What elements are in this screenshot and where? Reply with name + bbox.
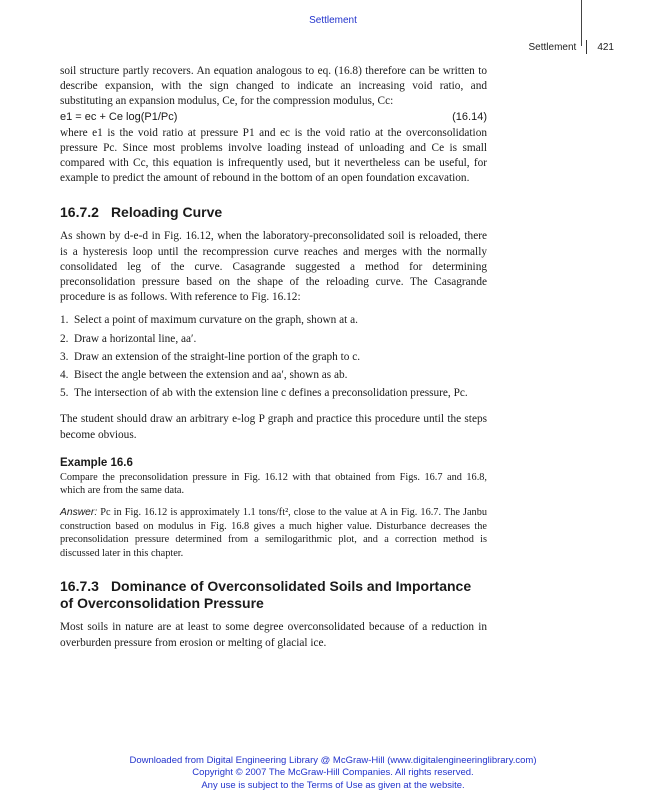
running-head [529,40,615,54]
running-head-section: Settlement [528,41,577,53]
example-question: Compare the preconsolidation pressure in Fig. 16.12 with that obtained from Figs. 16.7 and 16.8, which are from the same data. [60,471,487,497]
paragraph-5: Most soils in nature are at least to some degree overconsolidated because of a reduction in overburden pressure from erosion or melting of glacial ice. [60,621,487,649]
section-heading-16-7-2 [60,204,487,221]
list-item: 5. The intersection of ab with the extension line c defines a preconsolidation pressure, Pc. [60,387,468,400]
list-item: 4. Bisect the angle between the extension and aa′, shown as ab. [60,369,348,382]
example-answer [60,506,487,560]
answer-text: Pc in Fig. 16.12 is approximately 1.1 tons/ft², close to the value at A in Fig. 16.7. The Janbu construction based on modulus in Fig. 16.8 gives a much higher value. Disturbance decreases the preconsolidation pressure determined from a semilogarithmic plot, and a correction method is discussed later in this chapter. [60,507,488,559]
page-number: 421 [597,41,614,53]
equation-number: (16.14) [452,110,487,123]
procedure-steps [60,313,487,401]
list-item: 3. Draw an extension of the straight-line portion of the graph to c. [60,350,361,363]
section-title: Dominance of Overconsolidated Soils and Importance of Overconsolidation Pressure [60,578,472,612]
footer-terms-link[interactable]: Any use is subject to the Terms of Use as given at the website. [201,779,465,791]
footer-copyright: Copyright © 2007 The McGraw-Hill Companies. All rights reserved. [192,767,474,779]
equation-text: e1 = ec + Ce log(P1/Pc) [60,110,178,123]
footer [0,755,666,792]
section-number: 16.7.2 [60,204,99,221]
page-body [60,64,487,651]
section-heading-16-7-3 [60,578,487,612]
running-head-divider [586,40,587,54]
paragraph-2: where e1 is the void ratio at pressure P1 and ec is the void ratio at the overconsolidation pressure Pc. Since most problems involve loading instead of unloading and Ce is small compared with Cc, this equation is infrequently used, but it nevertheless can be useful, for example to predict the amount of rebound in the bottom of an open foundation excavation. [60,126,487,185]
footer-download-link[interactable]: Downloaded from Digital Engineering Library @ McGraw-Hill (www.digitalengineeringlibrary.com) [129,755,537,766]
list-item: 2. Draw a horizontal line, aa′. [60,332,197,345]
top-settlement-link[interactable]: Settlement [309,15,357,26]
paragraph-1: soil structure partly recovers. An equation analogous to eq. (16.8) therefore can be written to describe expansion, with the sign changed to indicate an increasing void ratio, and substituting an expansion modulus, Ce, for the compression modulus, Cc: [60,65,487,108]
example-title: Example 16.6 [60,456,133,469]
section-number: 16.7.3 [60,578,99,595]
section-title: Reloading Curve [110,204,223,221]
paragraph-3: As shown by d-e-d in Fig. 16.12, when the laboratory-preconsolidated soil is reloaded, there is a hysteresis loop until the recompression curve reaches and merges with the normally consolidated leg of the curve. Casagrande suggested a method for determining preconsolidation pressure based on the shape of the reloading curve. The Casagrande procedure is as follows. With reference to Fig. 16.12: [60,230,487,304]
answer-label: Answer: [60,507,98,519]
list-item: 1. Select a point of maximum curvature on the graph, shown at a. [60,314,358,327]
equation-16-14 [60,111,487,123]
paragraph-4: The student should draw an arbitrary e-log P graph and practice this procedure until the steps become obvious. [60,413,487,441]
